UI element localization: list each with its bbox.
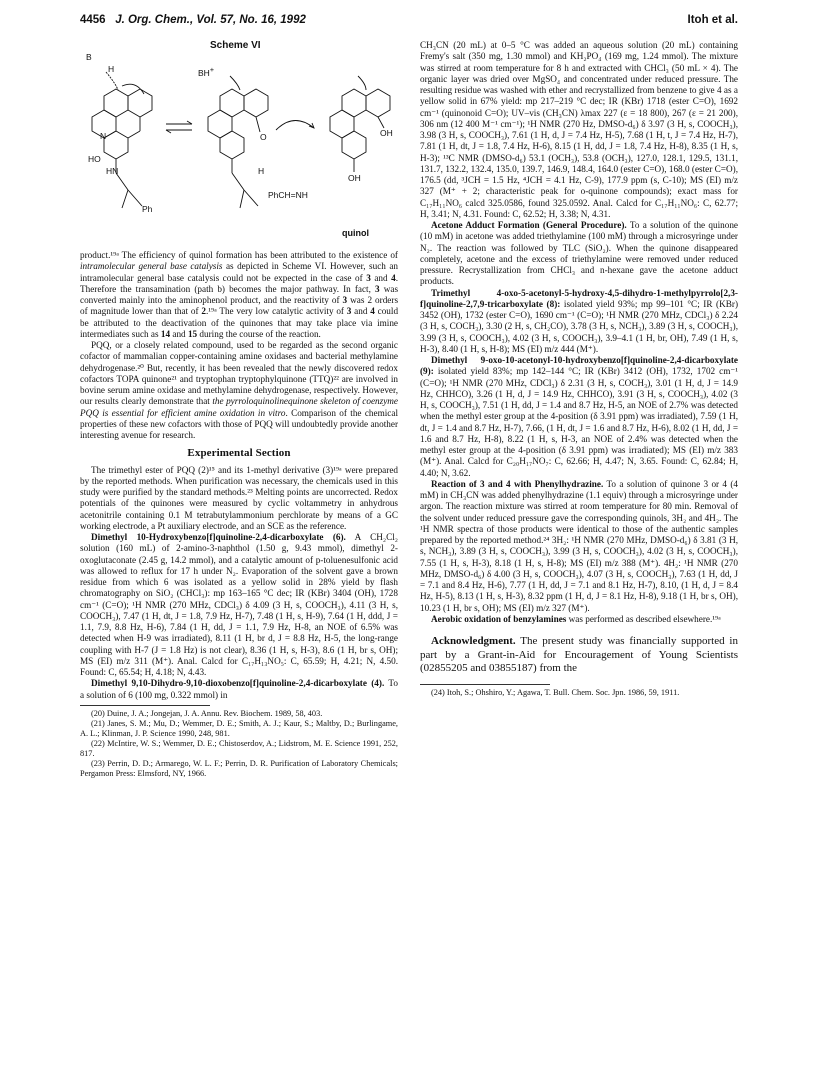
header-left <box>80 14 306 26</box>
text-run: .¹⁹ᵃ The very low catalytic activity of <box>205 306 344 317</box>
compound-ref: 2 <box>201 306 206 317</box>
compound-heading: Acetone Adduct Formation (General Procedure). <box>431 220 627 230</box>
label-n1: N <box>100 131 107 141</box>
compound-heading: Trimethyl 4-oxo-5-acetonyl-5-hydroxy-4,5-dihydro-1-methylpyrrolo[2,3-f]quinoline-2,7,9-tricarboxylate (8): <box>420 287 738 309</box>
section-heading: Experimental Section <box>187 447 291 460</box>
footnote-23: (23) Perrin, D. D.; Armarego, W. L. F.; Perrin, D. R. Purification of Laboratory Chemicals; Pergamon Press: Elmsford, NY, 1966. <box>80 758 398 778</box>
text-run: . Therefore the transamination (path b) becomes the major pathway. In fact, <box>80 272 399 294</box>
text-run: was performed as described elsewhere.¹⁹ᵃ <box>568 613 721 624</box>
journal-citation: J. Org. Chem., Vol. 57, No. 16, 1992 <box>115 14 306 26</box>
label-quinol: quinol <box>342 228 369 238</box>
text-run: and <box>374 272 388 283</box>
paragraph-compound-8 <box>420 288 738 356</box>
paragraph-compound-9 <box>420 355 738 479</box>
text-run: To a solution of the quinone (10 mM) in acetone was added triethylamine (100 mM) through a microsyringe under N₂. The reaction was followed by TLC (SiO₂). When the quinone disappeared completely, acetone and the excess of triethylamine were removed under reduced pressure. Recrystallization from CHCl₃ and n-hexane gave the acetone adduct products. <box>420 220 738 287</box>
text-run: product.¹⁹ᵃ The efficiency of quinol formation has been attributed to the existence of <box>80 250 398 260</box>
text-italic: the pyrroloquinolinequinone skeleton of coenzyme PQQ is essential for efficient amine oxidation in vitro <box>80 396 399 418</box>
equilibrium-arrows <box>166 121 192 133</box>
footnote-rule <box>80 705 210 706</box>
text-run: A CH₂Cl₂ solution (160 mL) of 2-amino-3-naphthol (1.50 g, 9.43 mmol), dimethyl 2-oxoglutaconate (2.45 g, 14.2 mmol), and a catalytic amount of p-toluenesulfonic acid was allowed to reflux for 17 h under N₂. Evaporation of the solvent gave a brown residue from which 6 was isolated as a yellow solid in 28% yield by flash chromatography on SiO₂ (CHCl₃): mp 163–165 °C dec; IR (KBr) 3404 (OH), 1728 cm⁻¹ (C=O); ¹H NMR (270 MHz, CDCl₃) δ 4.09 (3 H, s, COOCH₃), 4.11 (3 H, s, COOCH₃), 7.47 (1 H, dt, J = 1.8, 7.9 Hz, H-7), 7.48 (1 H, s, H-9), 7.64 (1 H, ddd, J = 1.1, 7.9, 8.8 Hz, H-6), 7.84 (1 H, dd, J = 1.1, 7.9 Hz, H-8, an NOE of 6.5% was detected when H-9 was irradiated), 8.11 (1 H, br d, J = 8.8 Hz, H-5, the long-range coupling with H-7 (J = 1.8 Hz) is not clear), 8.36 (1 H, s, H-3), 8.6 (1 H, br s, OH); MS (EI) m/z 311 (M⁺). Anal. Calcd for C₁₇H₁₃NO₅: C, 65.59; H, 4.21; N, 4.50. Found: C, 65.54; H, 4.18; N, 4.43. <box>80 532 398 677</box>
footnote-21: (21) Janes, S. M.; Mu, D.; Wemmer, D. E.; Smith, A. J.; Kaur, S.; Maltby, D.; Burlingame, A. L.; Klinman, J. P. Science 1990, 248, 981. <box>80 718 398 738</box>
label-o1: O <box>260 132 267 142</box>
left-column <box>80 250 398 779</box>
paragraph-aerobic-oxidation <box>420 614 738 625</box>
text-run: could be attributed to the deactivation of the quinones that may take place via imine intermediates such as <box>80 306 399 339</box>
text-run: To a solution of 6 (100 mg, 0.322 mmol) in <box>80 678 398 700</box>
label-oh2: OH <box>348 173 361 183</box>
text-run: To a solution of quinone 3 or 4 (4 mM) in CH₃CN was added phenylhydrazine (1.1 equiv) through a microsyringe under argon. The reaction mixture was stirred at room temperature for 80 min. Removal of the solvent under reduced pressure gave the corresponding quinols, 3H₂ and 4H₂. The ¹H NMR spectra of those products were identical to those of the authentic samples prepared by the reported method.²⁴ 3H₂: ¹H NMR (270 MHz, DMSO-d₆) δ 3.81 (3 H, s, NCH₃), 3.89 (3 H, s, COOCH₃), 3.99 (3 H, s, COOCH₃), 4.02 (3 H, s, COOCH₃), 7.55 (1 H, s, H-3), 8.18 (1 H, s, H-8); MS (EI) m/z 388 (M⁺). 4H₂: ¹H NMR (270 MHz, DMSO-d₆) δ 4.00 (3 H, s, COOCH₃), 4.07 (3 H, s, COOCH₃), 7.63 (1 H, dd, J = 7.1 and 8.4 Hz, H-6), 7.77 (1 H, dd, J = 7.1 and 8.1 Hz, H-7), 8.10, (1 H, d, J = 8.4 Hz, H-5), 8.13 (1 H, s, H-3), 8.32 ppm (1 H, d, J = 8.1 Hz, H-8), 9.18 (1 H, br s, OH), 10.23 (1 H, br s, OH); MS (EI) m/z 327 (M⁺). <box>420 478 738 613</box>
label-bh-text: BH <box>198 67 210 78</box>
running-header <box>80 14 738 32</box>
ack-heading: Acknowledgment. <box>431 635 516 647</box>
scheme-figure <box>80 40 398 246</box>
text-run: and <box>172 328 186 339</box>
scheme-title: Scheme VI <box>210 40 261 51</box>
label-ph1: Ph <box>142 204 153 214</box>
text-run: isolated yield 83%; mp 142–144 °C; IR (KBr) 3412 (OH), 1732, 1702 cm⁻¹ (C=O); ¹H NMR (270 MHz, CDCl₃) δ 2.31 (3 H, s, COCH₃), 3.01 (1 H, d, J = 14.9 Hz, CHHCO), 3.26 (1 H, d, J = 14.9 Hz, CHHCO), 3.91 (3 H, s, COOCH₃), 4.02 (3 H, s, COOCH₃), 7.51 (1 H, dd, J = 1.4 and 8.7 Hz, H-5, an NOE of 2.7% was detected when the methyl ester group at the 4-position (δ 3.91 ppm) was irradiated), 7.59 (1 H, dt, J = 1.4 and 8.7 Hz, H-7), 7.66, (1 H, dt, J = 1.6 and 8.7 Hz, H-6), 8.02 (1 H, dd, J = 1.6 and 8.7 Hz, H-8), 8.22 (1 H, s, H-3, an NOE of 2.4% was detected when the methyl ester group at the 4-position (δ 3.91 ppm) was irradiated); MS (EI) m/z 383 (M⁺). Anal. Calcd for C₂₀H₁₇NO₇: C, 62.66; H, 4.47; N, 3.65. Found: C, 62.84; H, 4.40; N, 3.62. <box>420 366 739 478</box>
compound-ref: 4 <box>370 306 375 317</box>
footnote-24: (24) Itoh, S.; Ohshiro, Y.; Agawa, T. Bull. Chem. Soc. Jpn. 1986, 59, 1911. <box>431 687 680 697</box>
text-run: and <box>354 306 368 317</box>
text-run: PQQ, or a closely related compound, used to be regarded as the second organic cofactor of mammalian copper-containing amine oxidases and bacterial methylamine dehydrogenase.²⁰ But, recently, it has been revealed that the newly discovered redox cofactors TOPA quinone²¹ and tryptophan tryptophylquinone (TTQ)²² are involved in bovine serum amine oxidase and methylamine dehydrogenase, respectively. However, our results clearly demonstrate that <box>80 340 398 407</box>
text-run: during the course of the reaction. <box>199 328 321 339</box>
text-italic: intramolecular general base catalysis <box>80 261 223 272</box>
compound-heading: Dimethyl 9-oxo-10-acetonyl-10-hydroxybenzo[f]quinoline-2,4-dicarboxylate (9): <box>420 355 738 377</box>
label-bh <box>198 66 214 78</box>
paragraph-compound-6 <box>80 532 398 678</box>
right-column <box>420 40 738 698</box>
text-run: . Comparison of the chemical properties of these new cofactors with those of PQQ will undoubtedly provide another interesting avenue for research. <box>80 407 399 440</box>
label-ho1: HO <box>88 154 101 164</box>
footnote-22: (22) McIntire, W. S.; Wemmer, D. E.; Chistoserdov, A.; Lidstrom, M. E. Science 1991, 252, 817. <box>80 738 398 758</box>
structure-quinol <box>330 76 390 172</box>
compound-heading: Aerobic oxidation of benzylamines <box>431 613 567 624</box>
label-oh1: OH <box>380 128 393 138</box>
compound-ref: 4 <box>391 272 396 283</box>
reaction-arrow <box>276 120 314 130</box>
label-hn1: HN <box>106 166 119 176</box>
compound-ref: 3 <box>346 306 352 317</box>
structure-protonated-complex <box>208 76 268 208</box>
compound-heading: Reaction of 3 and 4 with Phenylhydrazine. <box>431 478 604 489</box>
paragraph-compound-4-cont: CH₃CN (20 mL) at 0–5 °C was added an aqueous solution (20 mL) containing Fremy's salt (350 mg, 1.30 mmol) and KH₂PO₄ (169 mg, 1.24 mmol). The mixture was stirred at room temperature for 8 h and extracted with CHCl₃ (50 mL × 4). The organic layer was dried over MgSO₄ and concentrated under reduced pressure. The resulting residue was washed with ether and recrystallized from benzene to give 4 as a yellow solid in 67% yield: mp 217–219 °C dec; IR (KBr) 1718 (ester C=O), 1692 cm⁻¹ (quinonoid C=O); UV–vis (CH₃CN) λmax 227 (ε = 18 800), 267 (ε = 21 200), 306 nm (12 400 M⁻¹ cm⁻¹); ¹H NMR (270 Hz, DMSO-d₆) δ 3.97 (3 H, s, COOCH₃), 3.98 (3 H, s, COOCH₃), 7.61 (1 H, d, J = 7.4 Hz, H-5), 7.68 (1 H, t, J = 7.4 Hz, H-7), 7.81 (1 H, dt, J = 1.8, 7.4 Hz, H-6), 8.15 (1 H, dd, J = 1.8, 7.4 Hz, H-8), 8.35 (1 H, s, H-3); ¹³C NMR (DMSO-d₆) 53.1 (OCH₃), 53.8 (OCH₃), 127.0, 128.1, 129.5, 131.1, 131.7, 132.2, 132.4, 135.0, 139.7, 146.9, 148.4, 164.0 (ester C=O), 168.0 (ester C=O), 176.5 (dd, ³JCH = 1.5 Hz, ⁴JCH = 4.1 Hz, C-9), 177.9 ppm (s, C-10); MS (EI) m/z 327 (M⁺ + 2; characteristic peak for o-quinone compounds); exact mass for C₁₇H₁₁NO₆ calcd 325.0586, found 325.0592. Anal. Calcd for C₁₇H₁₁NO₆: C, 62.77; H, 3.41; N, 4.31. Found: C, 62.52; H, 3.38; N, 4.31. <box>420 40 738 219</box>
paragraph-quinol-formation <box>80 250 398 340</box>
paragraph-pqq-cofactor <box>80 340 398 441</box>
text-run: isolated yield 93%; mp 99–101 °C; IR (KBr) 3452 (OH), 1732 (ester C=O), 1690 cm⁻¹ (C=O); ¹H NMR (270 MHz, CDCl₃) δ 2.24 (3 H, s, COCH₃), 3.30 (2 H, s, CH₂CO), 3.78 (3 H, s, NCH₃), 3.89 (3 H, s, COOCH₃), 3.99 (3 H, s, COOCH₃), 4.02 (3 H, s, COOCH₃), 3.9–4.1 (1 H, br, OH), 7.49 (1 H, s, H-3), 8.40 (1 H, s, H-8); MS (EI) m/z 444 (M⁺). <box>420 298 738 354</box>
paragraph-compound-4 <box>80 678 398 701</box>
compound-ref: 3 <box>375 283 380 294</box>
header-authors: Itoh et al. <box>687 14 738 26</box>
label-bh-plus: + <box>209 66 214 74</box>
compound-ref: 3 <box>366 272 371 283</box>
paragraph-acetone-adduct <box>420 220 738 288</box>
label-h2: H <box>258 166 265 176</box>
paragraph-acknowledgment <box>420 635 738 676</box>
paragraph-phenylhydrazine <box>420 479 738 614</box>
compound-heading: Dimethyl 9,10-Dihydro-9,10-dioxobenzo[f]quinoline-2,4-dicarboxylate (4). <box>91 678 385 689</box>
paragraph-general-methods: The trimethyl ester of PQQ (2)¹⁵ and its 1-methyl derivative (3)¹⁹ᵃ were prepared by the reported methods. When purification was necessary, the chemicals used in this study were purified by the standard methods.²³ Melting points are uncorrected. Redox potentials of the quinones were measured by cyclic voltammetry in anhydrous acetonitrile containing 0.1 M tetrabutylammonium perchlorate by means of a GC working electrode, a Pt auxiliary electrode, and an SCE as the reference. <box>80 464 398 531</box>
scheme-structures <box>80 40 398 246</box>
compound-heading: Dimethyl 10-Hydroxybenzo[f]quinoline-2,4-dicarboxylate (6). <box>91 532 346 542</box>
compound-ref: 15 <box>187 328 198 339</box>
text-run: was 2 orders of magnitude lower than that of <box>80 295 399 317</box>
text-run: The present study was financially supported in part by a Grant-in-Aid for Encouragement of Young Scientists (02855205 and 03855187) from the <box>420 635 738 674</box>
compound-ref: 14 <box>160 328 171 339</box>
footnote-rule <box>420 684 550 685</box>
page-number: 4456 <box>80 14 106 26</box>
text-run: was converted mainly into the aminophenol product, and the reactivity of <box>80 283 399 305</box>
label-h1: H <box>108 64 115 74</box>
compound-ref: 3 <box>342 295 348 305</box>
label-base: B <box>86 52 92 62</box>
text-run: as depicted in Scheme VI. However, such an intramolecular general base catalysis could not be expected in the case of <box>80 261 399 283</box>
label-reagent: PhCH=NH <box>268 190 308 200</box>
footnote-20: (20) Duine, J. A.; Jongejan, J. A. Annu. Rev. Biochem. 1989, 58, 403. <box>91 708 323 718</box>
